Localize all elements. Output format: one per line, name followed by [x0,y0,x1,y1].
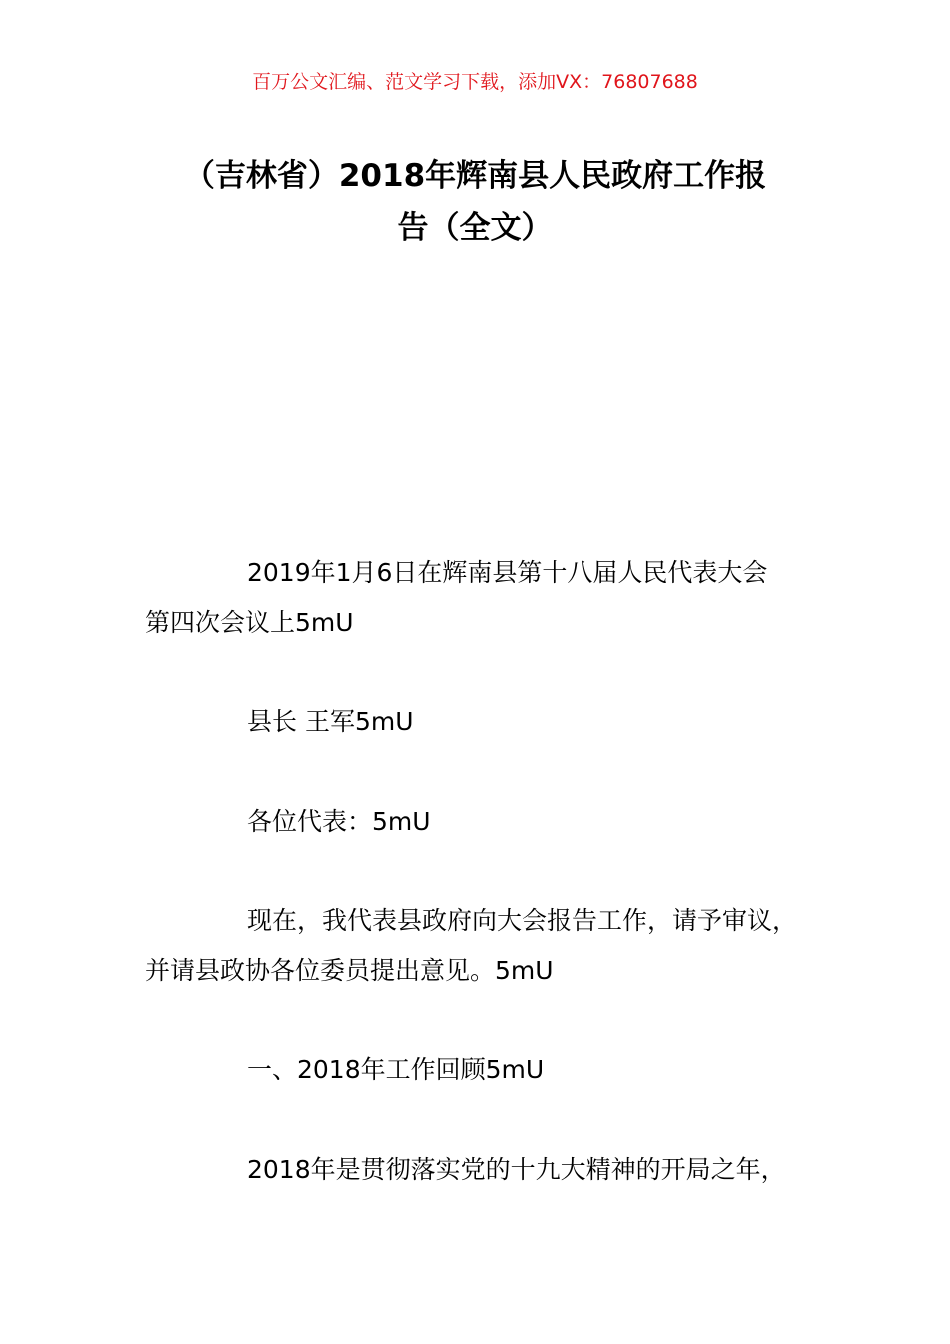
header-note: 百万公文汇编、范文学习下载，添加VX：76807688 [252,71,698,93]
paragraph-line: 各位代表：5mU [247,807,431,836]
paragraph-line: 县长 王军5mU [247,707,414,736]
paragraph-greeting [145,797,835,847]
paragraph-line: 2018年是贯彻落实党的十九大精神的开局之年， [247,1155,786,1184]
paragraph-line: 现在，我代表县政府向大会报告工作，请予审议， [247,906,798,935]
document-title [120,150,830,254]
paragraph-line: 一、2018年工作回顾5mU [247,1055,545,1084]
paragraph-review [145,1145,835,1195]
paragraph-speaker [145,697,835,747]
paragraph-line: 2019年1月6日在辉南县第十八届人民代表大会 [247,558,768,587]
paragraph-line: 并请县政协各位委员提出意见。5mU [145,956,554,985]
paragraph-intro [145,896,835,996]
title-line-1: （吉林省）2018年辉南县人民政府工作报 [183,158,767,194]
paragraph-line: 第四次会议上5mU [145,608,354,637]
title-line-2: 告（全文） [397,210,553,246]
section-heading [145,1045,835,1095]
paragraph-meeting-info [145,548,835,648]
